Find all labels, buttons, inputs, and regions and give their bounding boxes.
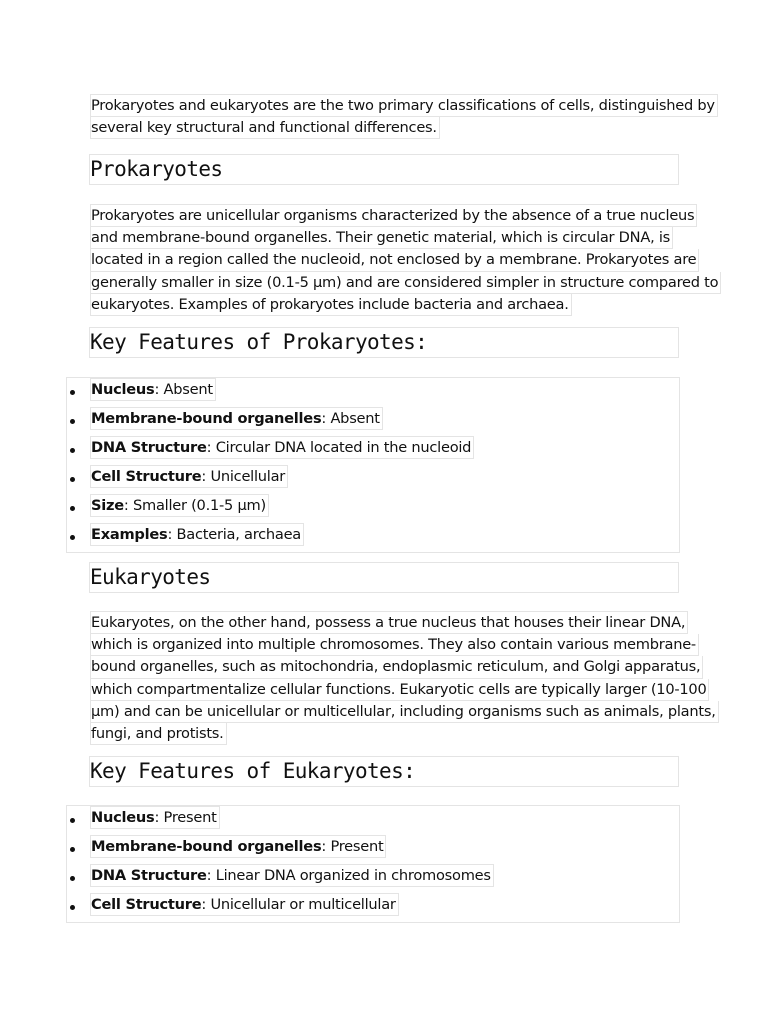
feature-value: : Present <box>154 809 217 826</box>
paragraph-line: eukaryotes. Examples of prokaryotes include bacteria and archaea. <box>90 294 572 316</box>
bullet-icon <box>70 905 75 910</box>
paragraph-line: and membrane-bound organelles. Their genetic material, which is circular DNA, is <box>90 227 673 249</box>
bullet-icon <box>70 448 75 453</box>
paragraph-line: located in a region called the nucleoid, not enclosed by a membrane. Prokaryotes are <box>90 249 699 271</box>
feature-label: Nucleus <box>91 809 155 826</box>
feature-value: : Bacteria, archaea <box>167 526 302 543</box>
paragraph-line: generally smaller in size (0.1-5 µm) and are considered simpler in structure compared to <box>90 272 721 294</box>
feature-label: Nucleus <box>91 381 155 398</box>
list-item <box>67 893 679 922</box>
eukaryotes-heading: Eukaryotes <box>89 562 679 593</box>
prokaryotes-heading: Prokaryotes <box>89 154 679 185</box>
list-item <box>67 864 679 893</box>
feature-label: Examples <box>91 526 168 543</box>
feature-value: : Unicellular <box>201 468 286 485</box>
feature-text <box>90 893 399 916</box>
feature-label: Membrane-bound organelles <box>91 410 322 427</box>
feature-label: Cell Structure <box>91 896 202 913</box>
bullet-icon <box>70 477 75 482</box>
feature-text <box>90 436 474 459</box>
eukaryotes-paragraph <box>90 611 719 745</box>
feature-value: : Absent <box>321 410 380 427</box>
bullet-icon <box>70 818 75 823</box>
feature-text <box>90 465 288 488</box>
paragraph-line: which is organized into multiple chromosomes. They also contain various membrane- <box>90 634 699 656</box>
feature-label: Membrane-bound organelles <box>91 838 322 855</box>
intro-paragraph <box>90 94 718 139</box>
feature-value: : Unicellular or multicellular <box>201 896 396 913</box>
paragraph-line: Prokaryotes are unicellular organisms characterized by the absence of a true nucleus <box>90 204 697 227</box>
paragraph-line: µm) and can be unicellular or multicellular, including organisms such as animals, plants, <box>90 701 719 723</box>
feature-label: DNA Structure <box>91 867 207 884</box>
intro-line: Prokaryotes and eukaryotes are the two primary classifications of cells, distinguished by <box>90 94 718 117</box>
list-item <box>67 523 679 552</box>
prokaryotes-paragraph <box>90 204 721 316</box>
eukaryotes-features-heading: Key Features of Eukaryotes: <box>89 756 679 787</box>
feature-text <box>90 806 220 829</box>
paragraph-line: Eukaryotes, on the other hand, possess a true nucleus that houses their linear DNA, <box>90 611 688 634</box>
feature-label: DNA Structure <box>91 439 207 456</box>
feature-value: : Smaller (0.1-5 µm) <box>123 497 266 514</box>
bullet-icon <box>70 506 75 511</box>
feature-text <box>90 378 216 401</box>
list-item <box>67 806 679 835</box>
list-item <box>67 494 679 523</box>
feature-label: Cell Structure <box>91 468 202 485</box>
feature-text <box>90 407 383 430</box>
list-item <box>67 378 679 407</box>
feature-value: : Linear DNA organized in chromosomes <box>206 867 491 884</box>
list-item <box>67 835 679 864</box>
feature-value: : Circular DNA located in the nucleoid <box>206 439 472 456</box>
feature-text <box>90 835 386 858</box>
paragraph-line: which compartmentalize cellular functions. Eukaryotic cells are typically larger (10-100 <box>90 679 709 701</box>
list-item <box>67 436 679 465</box>
list-item <box>67 465 679 494</box>
paragraph-line: bound organelles, such as mitochondria, endoplasmic reticulum, and Golgi apparatus, <box>90 656 703 678</box>
paragraph-line: fungi, and protists. <box>90 723 227 745</box>
feature-text <box>90 523 304 546</box>
bullet-icon <box>70 390 75 395</box>
feature-value: : Present <box>321 838 384 855</box>
bullet-icon <box>70 876 75 881</box>
feature-text <box>90 864 494 887</box>
feature-label: Size <box>91 497 124 514</box>
eukaryotes-features-list <box>66 805 680 923</box>
feature-text <box>90 494 269 517</box>
bullet-icon <box>70 419 75 424</box>
bullet-icon <box>70 535 75 540</box>
prokaryotes-features-list <box>66 377 680 553</box>
feature-value: : Absent <box>154 381 213 398</box>
list-item <box>67 407 679 436</box>
prokaryotes-features-heading: Key Features of Prokaryotes: <box>89 327 679 358</box>
intro-line: several key structural and functional differences. <box>90 117 440 139</box>
bullet-icon <box>70 847 75 852</box>
